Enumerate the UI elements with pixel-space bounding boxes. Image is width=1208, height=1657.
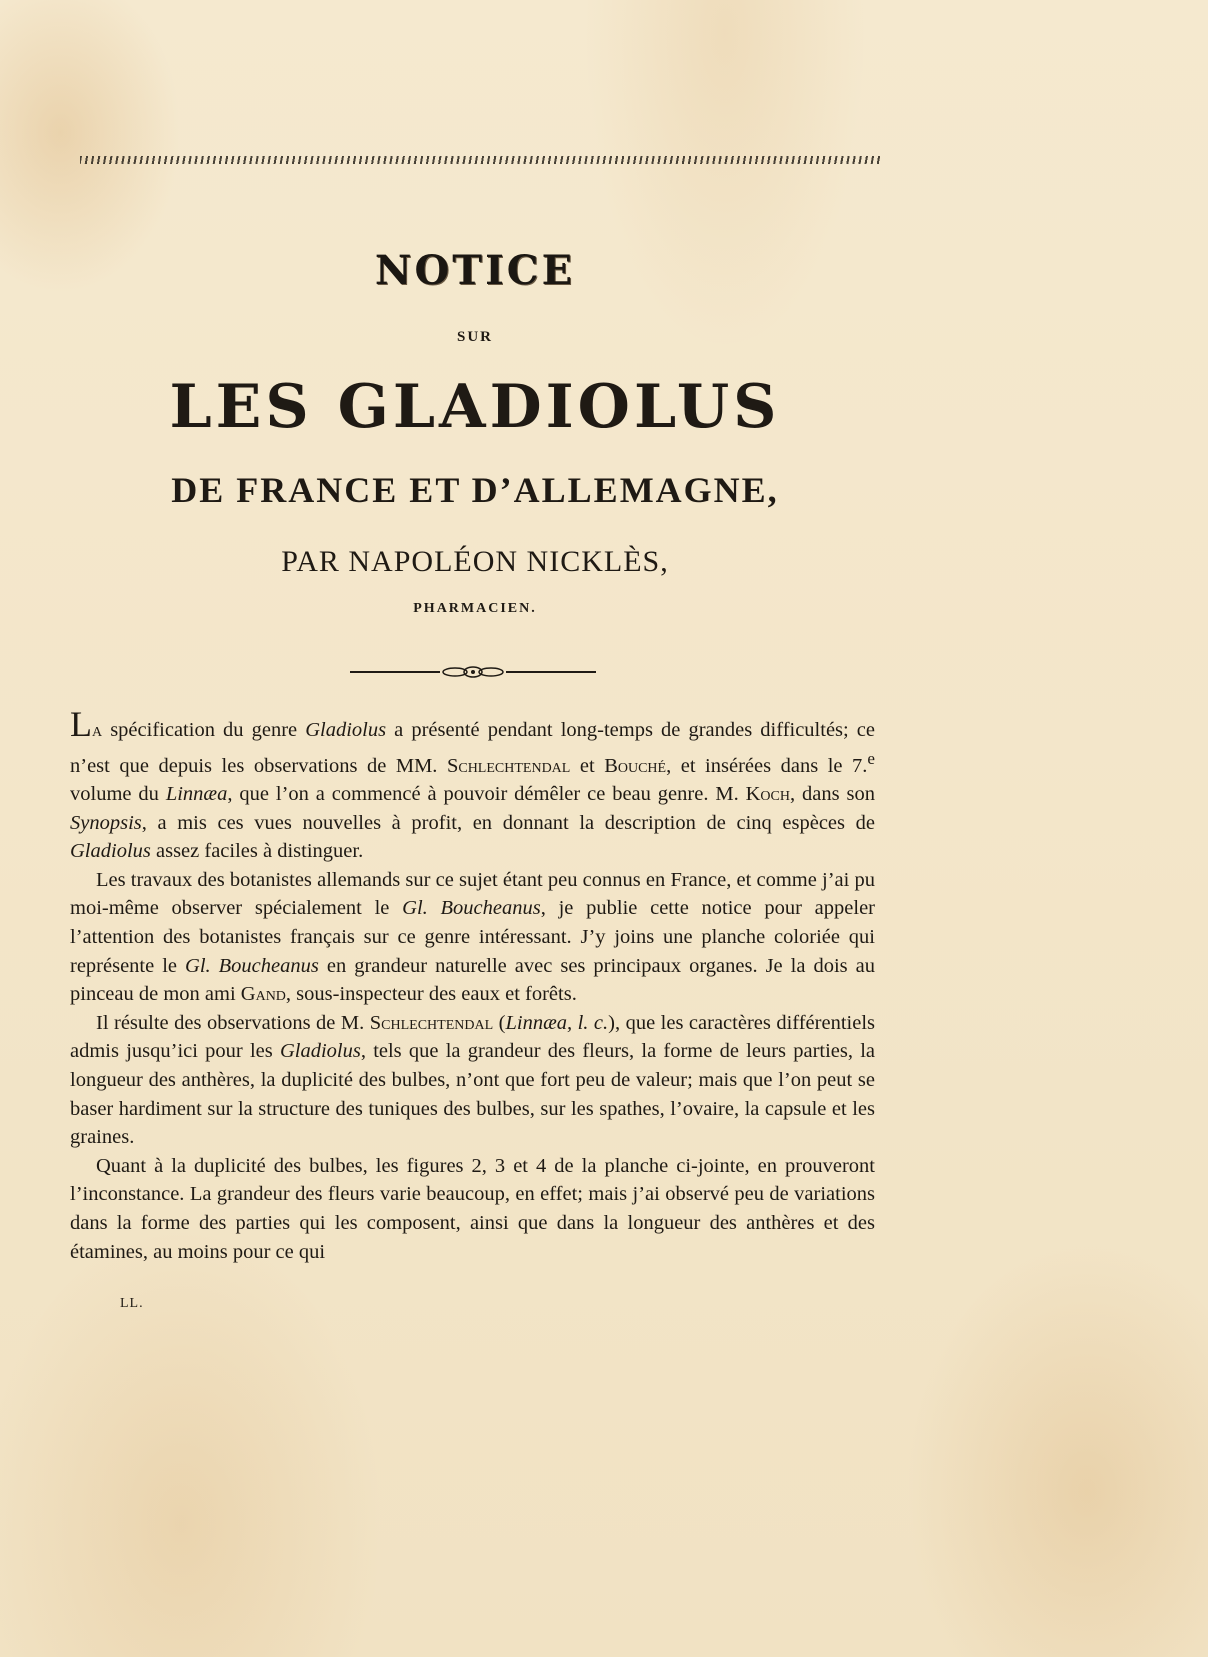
sur-label: SUR <box>456 329 493 345</box>
subtitle: DE FRANCE ET D’ALLEMAGNE, <box>171 470 779 510</box>
ornament-divider <box>350 666 596 678</box>
author-line: PAR NAPOLÉON NICKLÈS, <box>281 545 669 578</box>
paragraph-1: La spécification du genre Gladiolus a présenté pendant long-temps de grandes difficultés; ce n’est que depuis les observations de MM. Schlechtendal et Bouché, et insérées dans le 7.$^e$ volume du Linnæa, que l’on a commencé à pouvoir démêler ce beau genre. M. Koch, dans son Synopsis, a mis ces vues nouvelles à profit, en donnant la description de cinq espèces de Gladiolus assez faciles à distinguer. <box>70 704 876 863</box>
profession-line: PHARMACIEN. <box>413 601 537 616</box>
decorative-top-rule <box>80 156 880 164</box>
main-title: LES GLADIOLUS <box>169 372 781 442</box>
drop-cap: L <box>70 704 92 744</box>
notice-heading: NOTICE <box>374 247 576 294</box>
paragraph-2: Les travaux des botanistes allemands sur ce sujet étant peu connus en France, et comme j’ai pu moi-même observer spécialement le Gl. Boucheanus, je publie cette notice pour appeler l’attention des botanistes français sur ce genre intéressant. J’y joins une planche coloriée qui représente le Gl. Boucheanus en grandeur naturelle avec ses principaux organes. Je la dois au pinceau de mon ami Gand, sous-inspecteur des eaux et forêts. <box>70 868 876 1006</box>
signature-mark: LL. <box>120 1296 144 1311</box>
body-text <box>70 704 876 1266</box>
paragraph-3: Il résulte des observations de M. Schlechtendal (Linnæa, l. c.), que les caractères différentiels admis jusqu’ici pour les Gladiolus, tels que la grandeur des fleurs, la forme de leurs parties, la longueur des anthères, la duplicité des bulbes, n’ont que fort peu de valeur; mais que l’on peut se baser hardiment sur la structure des tuniques des bulbes, sur les spathes, l’ovaire, la capsule et les graines. <box>70 1011 876 1149</box>
paragraph-4: Quant à la duplicité des bulbes, les figures 2, 3 et 4 de la planche ci-jointe, en prouveront l’inconstance. La grandeur des fleurs varie beaucoup, en effet; mais j’ai observé peu de variations dans la forme des parties qui les composent, ainsi que dans la longueur des anthères et des étamines, au moins pour ce qui <box>70 1154 875 1263</box>
